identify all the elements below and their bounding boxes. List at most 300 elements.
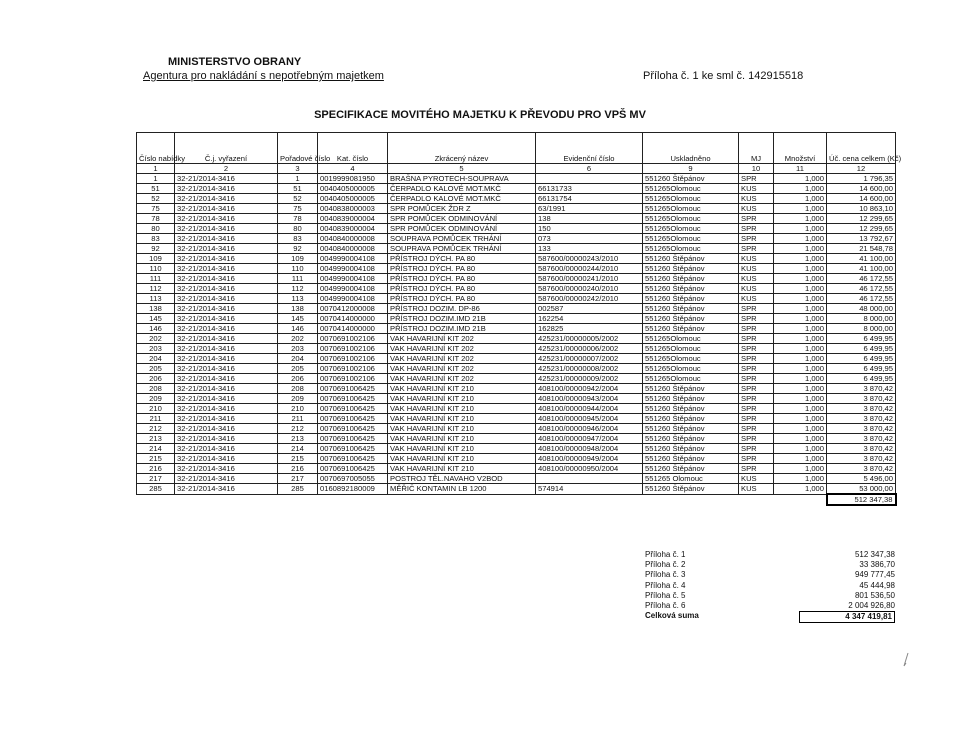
cell-catalog-number: 0070691006425: [318, 444, 388, 454]
cell-stored-at: 551260 Štěpánov: [643, 484, 739, 495]
cell-registry-number: 408100/00000946/2004: [536, 424, 643, 434]
col-ref-number: Č.j. vyřazení: [175, 133, 278, 164]
col-index: 10: [739, 164, 774, 174]
cell-order-number: 110: [278, 264, 318, 274]
cell-stored-at: 551260 Štěpánov: [643, 384, 739, 394]
cell-catalog-number: 0040839000004: [318, 214, 388, 224]
cell-offer-number: 75: [137, 204, 175, 214]
cell-order-number: 213: [278, 434, 318, 444]
cell-quantity: 1,000: [774, 464, 827, 474]
cell-order-number: 146: [278, 324, 318, 334]
cell-ref-number: 32-21/2014-3416: [175, 434, 278, 444]
summary-label: Příloha č. 6: [645, 601, 686, 611]
cell-catalog-number: 0049990004108: [318, 264, 388, 274]
cell-registry-number: 073: [536, 234, 643, 244]
cell-order-number: 209: [278, 394, 318, 404]
summary-total-row: [645, 611, 895, 623]
cell-registry-number: [536, 474, 643, 484]
cell-offer-number: 138: [137, 304, 175, 314]
cell-stored-at: 551265Olomouc: [643, 374, 739, 384]
cell-short-name: VAK HAVARIJNÍ KIT 202: [388, 334, 536, 344]
col-index: 2: [175, 164, 278, 174]
cell-ref-number: 32-21/2014-3416: [175, 444, 278, 454]
cell-catalog-number: 0040838000003: [318, 204, 388, 214]
table-row: [137, 314, 896, 324]
cell-stored-at: 551260 Štěpánov: [643, 174, 739, 184]
col-index: 3: [278, 164, 318, 174]
cell-catalog-number: 0070691002106: [318, 354, 388, 364]
cell-quantity: 1,000: [774, 364, 827, 374]
cell-catalog-number: 0040405000005: [318, 194, 388, 204]
cell-quantity: 1,000: [774, 274, 827, 284]
cell-ref-number: 32-21/2014-3416: [175, 424, 278, 434]
table-row: [137, 204, 896, 214]
table-row: [137, 264, 896, 274]
cell-order-number: 214: [278, 444, 318, 454]
cell-stored-at: 551265Olomouc: [643, 194, 739, 204]
cell-quantity: 1,000: [774, 304, 827, 314]
cell-catalog-number: 0070691006425: [318, 404, 388, 414]
cell-order-number: 285: [278, 484, 318, 495]
summary-value: 45 444,98: [859, 580, 895, 590]
cell-offer-number: 145: [137, 314, 175, 324]
table-row: [137, 284, 896, 294]
cell-catalog-number: 0070691006425: [318, 424, 388, 434]
cell-offer-number: 146: [137, 324, 175, 334]
cell-quantity: 1,000: [774, 424, 827, 434]
cell-offer-number: 213: [137, 434, 175, 444]
cell-short-name: VAK HAVARIJNÍ KIT 210: [388, 434, 536, 444]
cell-unit: SPR: [739, 434, 774, 444]
cell-ref-number: 32-21/2014-3416: [175, 414, 278, 424]
cell-short-name: SPR POMŮCEK ŽDR Z: [388, 204, 536, 214]
cell-price-total: 41 100,00: [827, 254, 896, 264]
table-row: [137, 234, 896, 244]
table-row: [137, 354, 896, 364]
cell-stored-at: 551265Olomouc: [643, 354, 739, 364]
col-offer-number: Číslo nabídky: [137, 133, 175, 164]
cell-offer-number: 206: [137, 374, 175, 384]
cell-quantity: 1,000: [774, 244, 827, 254]
cell-quantity: 1,000: [774, 444, 827, 454]
cell-order-number: 205: [278, 364, 318, 374]
summary-value: 949 777,45: [854, 570, 895, 580]
cell-order-number: 211: [278, 414, 318, 424]
cell-catalog-number: 0040839000004: [318, 224, 388, 234]
cell-short-name: ČERPADLO KALOVÉ MOT.MKČ: [388, 184, 536, 194]
cell-stored-at: 551260 Štěpánov: [643, 404, 739, 414]
cell-ref-number: 32-21/2014-3416: [175, 184, 278, 194]
cell-registry-number: 587600/00000244/2010: [536, 264, 643, 274]
cell-price-total: 3 870,42: [827, 404, 896, 414]
cell-stored-at: 551260 Štěpánov: [643, 314, 739, 324]
cell-unit: SPR: [739, 344, 774, 354]
cell-price-total: 53 000,00: [827, 484, 896, 495]
cell-catalog-number: 0040405000005: [318, 184, 388, 194]
cell-offer-number: 205: [137, 364, 175, 374]
col-index: 4: [318, 164, 388, 174]
cell-short-name: ČERPADLO KALOVÉ MOT.MKČ: [388, 194, 536, 204]
cell-quantity: 1,000: [774, 414, 827, 424]
cell-catalog-number: 0070691006425: [318, 434, 388, 444]
cell-unit: KUS: [739, 184, 774, 194]
agency-name: Agentura pro nakládání s nepotřebným majetkem: [143, 70, 384, 82]
document-title: SPECIFIKACE MOVITÉHO MAJETKU K PŘEVODU PRO VPŠ MV: [314, 109, 646, 121]
cell-price-total: 3 870,42: [827, 414, 896, 424]
cell-catalog-number: 0049990004108: [318, 284, 388, 294]
cell-order-number: 111: [278, 274, 318, 284]
cell-order-number: 206: [278, 374, 318, 384]
cell-price-total: 14 600,00: [827, 194, 896, 204]
cell-quantity: 1,000: [774, 454, 827, 464]
table-row: [137, 394, 896, 404]
cell-registry-number: 138: [536, 214, 643, 224]
table-row: [137, 194, 896, 204]
cell-stored-at: 551265Olomouc: [643, 234, 739, 244]
cell-short-name: PŘÍSTROJ DÝCH. PA 80: [388, 294, 536, 304]
summary-value: 33 386,70: [859, 560, 895, 570]
cell-stored-at: 551265 Olomouc: [643, 474, 739, 484]
cell-price-total: 3 870,42: [827, 424, 896, 434]
cell-order-number: 217: [278, 474, 318, 484]
cell-ref-number: 32-21/2014-3416: [175, 314, 278, 324]
cell-short-name: VAK HAVARIJNÍ KIT 210: [388, 464, 536, 474]
cell-price-total: 8 000,00: [827, 314, 896, 324]
cell-quantity: 1,000: [774, 294, 827, 304]
cell-quantity: 1,000: [774, 384, 827, 394]
cell-catalog-number: 0070691002106: [318, 364, 388, 374]
cell-short-name: SOUPRAVA POMŮCEK TRHÁNÍ: [388, 244, 536, 254]
cell-ref-number: 32-21/2014-3416: [175, 294, 278, 304]
cell-unit: KUS: [739, 284, 774, 294]
cell-ref-number: 32-21/2014-3416: [175, 264, 278, 274]
col-stored-at: Uskladněno: [643, 133, 739, 164]
cell-catalog-number: 0070414000000: [318, 324, 388, 334]
cell-stored-at: 551265Olomouc: [643, 204, 739, 214]
cell-registry-number: 63/1991: [536, 204, 643, 214]
cell-unit: KUS: [739, 474, 774, 484]
cell-registry-number: 587600/00000241/2010: [536, 274, 643, 284]
summary-value: 512 347,38: [854, 550, 895, 559]
table-row: [137, 254, 896, 264]
cell-order-number: 78: [278, 214, 318, 224]
cell-short-name: VAK HAVARIJNÍ KIT 202: [388, 344, 536, 354]
cell-unit: SPR: [739, 324, 774, 334]
cell-quantity: 1,000: [774, 234, 827, 244]
summary-row: [645, 581, 895, 591]
cell-catalog-number: 0070691006425: [318, 394, 388, 404]
asset-specification-table: [136, 132, 902, 506]
cell-unit: SPR: [739, 394, 774, 404]
cell-registry-number: 587600/00000242/2010: [536, 294, 643, 304]
cell-ref-number: 32-21/2014-3416: [175, 254, 278, 264]
cell-stored-at: 551260 Štěpánov: [643, 444, 739, 454]
cell-offer-number: 80: [137, 224, 175, 234]
table-row: [137, 364, 896, 374]
cell-catalog-number: 0040840000008: [318, 244, 388, 254]
cell-stored-at: 551260 Štěpánov: [643, 294, 739, 304]
cell-short-name: VAK HAVARIJNÍ KIT 202: [388, 364, 536, 374]
cell-offer-number: 217: [137, 474, 175, 484]
cell-registry-number: 587600/00000240/2010: [536, 284, 643, 294]
cell-price-total: 3 870,42: [827, 464, 896, 474]
cell-order-number: 212: [278, 424, 318, 434]
cell-registry-number: 408100/00000949/2004: [536, 454, 643, 464]
cell-registry-number: 133: [536, 244, 643, 254]
cell-order-number: 216: [278, 464, 318, 474]
cell-stored-at: 551265Olomouc: [643, 364, 739, 374]
cell-quantity: 1,000: [774, 334, 827, 344]
cell-registry-number: 408100/00000945/2004: [536, 414, 643, 424]
cell-offer-number: 285: [137, 484, 175, 495]
table-row: [137, 214, 896, 224]
cell-price-total: 3 870,42: [827, 444, 896, 454]
cell-order-number: 208: [278, 384, 318, 394]
cell-stored-at: 551260 Štěpánov: [643, 254, 739, 264]
cell-short-name: VAK HAVARIJNÍ KIT 210: [388, 454, 536, 464]
table-row: [137, 414, 896, 424]
table-row: [137, 334, 896, 344]
cell-order-number: 1: [278, 174, 318, 184]
cell-order-number: 92: [278, 244, 318, 254]
cell-ref-number: 32-21/2014-3416: [175, 224, 278, 234]
cell-catalog-number: 0160892180009: [318, 484, 388, 495]
cell-stored-at: 551260 Štěpánov: [643, 434, 739, 444]
cell-price-total: 12 299,65: [827, 214, 896, 224]
cell-catalog-number: 0070691006425: [318, 414, 388, 424]
cell-price-total: 21 548,78: [827, 244, 896, 254]
cell-price-total: 41 100,00: [827, 264, 896, 274]
cell-short-name: PŘÍSTROJ DÝCH. PA 80: [388, 284, 536, 294]
table-row: [137, 184, 896, 194]
cell-quantity: 1,000: [774, 344, 827, 354]
cell-registry-number: 150: [536, 224, 643, 234]
cell-short-name: PŘÍSTROJ DÝCH. PA 80: [388, 264, 536, 274]
cell-ref-number: 32-21/2014-3416: [175, 244, 278, 254]
cell-unit: SPR: [739, 234, 774, 244]
cell-stored-at: 551260 Štěpánov: [643, 264, 739, 274]
cell-catalog-number: 0070414000000: [318, 314, 388, 324]
cell-order-number: 204: [278, 354, 318, 364]
column-number-row: [137, 164, 896, 174]
cell-price-total: 6 499,95: [827, 334, 896, 344]
cell-unit: SPR: [739, 464, 774, 474]
cell-ref-number: 32-21/2014-3416: [175, 364, 278, 374]
cell-offer-number: 208: [137, 384, 175, 394]
cell-ref-number: 32-21/2014-3416: [175, 384, 278, 394]
cell-order-number: 113: [278, 294, 318, 304]
cell-ref-number: 32-21/2014-3416: [175, 344, 278, 354]
cell-registry-number: 002587: [536, 304, 643, 314]
table-row: [137, 424, 896, 434]
cell-short-name: VAK HAVARIJNÍ KIT 210: [388, 394, 536, 404]
cell-quantity: 1,000: [774, 224, 827, 234]
cell-unit: SPR: [739, 314, 774, 324]
summary-label: Příloha č. 4: [645, 580, 686, 590]
table-row: [137, 224, 896, 234]
cell-short-name: BRAŠNA PYROTECH-SOUPRAVA: [388, 174, 536, 184]
cell-quantity: 1,000: [774, 434, 827, 444]
cell-price-total: 48 000,00: [827, 304, 896, 314]
cell-quantity: 1,000: [774, 354, 827, 364]
cell-unit: SPR: [739, 244, 774, 254]
cell-stored-at: 551265Olomouc: [643, 344, 739, 354]
col-index: 9: [643, 164, 739, 174]
table-row: [137, 374, 896, 384]
cell-registry-number: [536, 174, 643, 184]
summary-value: 2 004 926,80: [848, 601, 895, 611]
cell-order-number: 52: [278, 194, 318, 204]
cell-catalog-number: 0070697005055: [318, 474, 388, 484]
cell-price-total: 6 499,95: [827, 354, 896, 364]
summary-row: [645, 601, 895, 611]
cell-catalog-number: 0070691006425: [318, 384, 388, 394]
cell-ref-number: 32-21/2014-3416: [175, 214, 278, 224]
cell-short-name: VAK HAVARIJNÍ KIT 202: [388, 354, 536, 364]
cell-ref-number: 32-21/2014-3416: [175, 394, 278, 404]
cell-offer-number: 209: [137, 394, 175, 404]
cell-ref-number: 32-21/2014-3416: [175, 234, 278, 244]
cell-quantity: 1,000: [774, 174, 827, 184]
cell-ref-number: 32-21/2014-3416: [175, 474, 278, 484]
cell-price-total: 3 870,42: [827, 384, 896, 394]
table-row: [137, 484, 896, 495]
cell-stored-at: 551260 Štěpánov: [643, 424, 739, 434]
cell-offer-number: 204: [137, 354, 175, 364]
cell-registry-number: 66131733: [536, 184, 643, 194]
col-price-total: Úč. cena celkem (Kč): [827, 133, 896, 164]
cell-offer-number: 109: [137, 254, 175, 264]
cell-ref-number: 32-21/2014-3416: [175, 374, 278, 384]
cell-catalog-number: 0070691002106: [318, 344, 388, 354]
summary-label: Příloha č. 3: [645, 570, 686, 580]
cell-catalog-number: 0070691006425: [318, 454, 388, 464]
cell-stored-at: 551265Olomouc: [643, 244, 739, 254]
header-row: [137, 133, 896, 164]
col-unit: MJ: [739, 133, 774, 164]
cell-unit: KUS: [739, 204, 774, 214]
ministry-name: MINISTERSTVO OBRANY: [168, 56, 302, 68]
col-index: 12: [827, 164, 896, 174]
cell-registry-number: 408100/00000942/2004: [536, 384, 643, 394]
cell-registry-number: 162825: [536, 324, 643, 334]
cell-offer-number: 112: [137, 284, 175, 294]
table-row: [137, 384, 896, 394]
cell-offer-number: 111: [137, 274, 175, 284]
cell-order-number: 203: [278, 344, 318, 354]
cell-catalog-number: 0049990004108: [318, 274, 388, 284]
cell-short-name: VAK HAVARIJNÍ KIT 210: [388, 414, 536, 424]
cell-offer-number: 215: [137, 454, 175, 464]
cell-price-total: 12 299,65: [827, 224, 896, 234]
table-row: [137, 454, 896, 464]
cell-short-name: VAK HAVARIJNÍ KIT 210: [388, 444, 536, 454]
cell-quantity: 1,000: [774, 254, 827, 264]
cell-quantity: 1,000: [774, 374, 827, 384]
cell-price-total: 6 499,95: [827, 364, 896, 374]
cell-order-number: 80: [278, 224, 318, 234]
cell-ref-number: 32-21/2014-3416: [175, 334, 278, 344]
cell-ref-number: 32-21/2014-3416: [175, 404, 278, 414]
cell-stored-at: 551265Olomouc: [643, 334, 739, 344]
cell-unit: SPR: [739, 334, 774, 344]
cell-order-number: 138: [278, 304, 318, 314]
summary-total-value: 4 347 419,81: [799, 611, 895, 623]
cell-registry-number: 66131754: [536, 194, 643, 204]
cell-catalog-number: 0070691002106: [318, 374, 388, 384]
pen-mark-icon: [900, 652, 912, 668]
table-row: [137, 294, 896, 304]
cell-unit: KUS: [739, 194, 774, 204]
col-index: 1: [137, 164, 175, 174]
cell-offer-number: 51: [137, 184, 175, 194]
cell-offer-number: 202: [137, 334, 175, 344]
cell-registry-number: 587600/00000243/2010: [536, 254, 643, 264]
cell-registry-number: 425231/00000007/2002: [536, 354, 643, 364]
summary-row: [645, 560, 895, 570]
cell-offer-number: 214: [137, 444, 175, 454]
cell-unit: KUS: [739, 254, 774, 264]
cell-ref-number: 32-21/2014-3416: [175, 204, 278, 214]
cell-price-total: 5 496,00: [827, 474, 896, 484]
summary-value: 801 536,50: [854, 590, 895, 600]
col-catalog-number: Kat. číslo: [318, 133, 388, 164]
cell-catalog-number: 0019999081950: [318, 174, 388, 184]
cell-order-number: 215: [278, 454, 318, 464]
cell-stored-at: 551260 Štěpánov: [643, 284, 739, 294]
cell-ref-number: 32-21/2014-3416: [175, 174, 278, 184]
cell-unit: SPR: [739, 454, 774, 464]
cell-short-name: VAK HAVARIJNÍ KIT 210: [388, 384, 536, 394]
cell-price-total: 10 863,10: [827, 204, 896, 214]
cell-stored-at: 551260 Štěpánov: [643, 414, 739, 424]
table-row: [137, 444, 896, 454]
cell-order-number: 51: [278, 184, 318, 194]
table-total-row: [137, 494, 896, 505]
table-total-value: 512 347,38: [827, 494, 896, 505]
cell-price-total: 8 000,00: [827, 324, 896, 334]
cell-quantity: 1,000: [774, 214, 827, 224]
cell-ref-number: 32-21/2014-3416: [175, 304, 278, 314]
cell-quantity: 1,000: [774, 404, 827, 414]
cell-registry-number: 425231/00000009/2002: [536, 374, 643, 384]
cell-ref-number: 32-21/2014-3416: [175, 354, 278, 364]
cell-registry-number: 408100/00000947/2004: [536, 434, 643, 444]
cell-short-name: MĚŘIČ KONTAMIN LB 1200: [388, 484, 536, 495]
col-order-number: Pořadové číslo: [278, 133, 318, 164]
cell-offer-number: 110: [137, 264, 175, 274]
cell-unit: SPR: [739, 224, 774, 234]
cell-short-name: POSTROJ TĚL.NAVAHO V2BOD: [388, 474, 536, 484]
cell-quantity: 1,000: [774, 314, 827, 324]
cell-price-total: 6 499,95: [827, 374, 896, 384]
cell-quantity: 1,000: [774, 394, 827, 404]
cell-unit: SPR: [739, 444, 774, 454]
cell-short-name: VAK HAVARIJNÍ KIT 210: [388, 424, 536, 434]
cell-offer-number: 52: [137, 194, 175, 204]
table-row: [137, 464, 896, 474]
summary-label: Příloha č. 5: [645, 590, 686, 600]
cell-stored-at: 551260 Štěpánov: [643, 394, 739, 404]
cell-price-total: 46 172,55: [827, 294, 896, 304]
cell-order-number: 109: [278, 254, 318, 264]
cell-stored-at: 551260 Štěpánov: [643, 304, 739, 314]
cell-offer-number: 203: [137, 344, 175, 354]
cell-catalog-number: 0049990004108: [318, 254, 388, 264]
cell-short-name: PŘÍSTROJ DOZIM.IMD 21B: [388, 324, 536, 334]
cell-offer-number: 83: [137, 234, 175, 244]
cell-quantity: 1,000: [774, 204, 827, 214]
